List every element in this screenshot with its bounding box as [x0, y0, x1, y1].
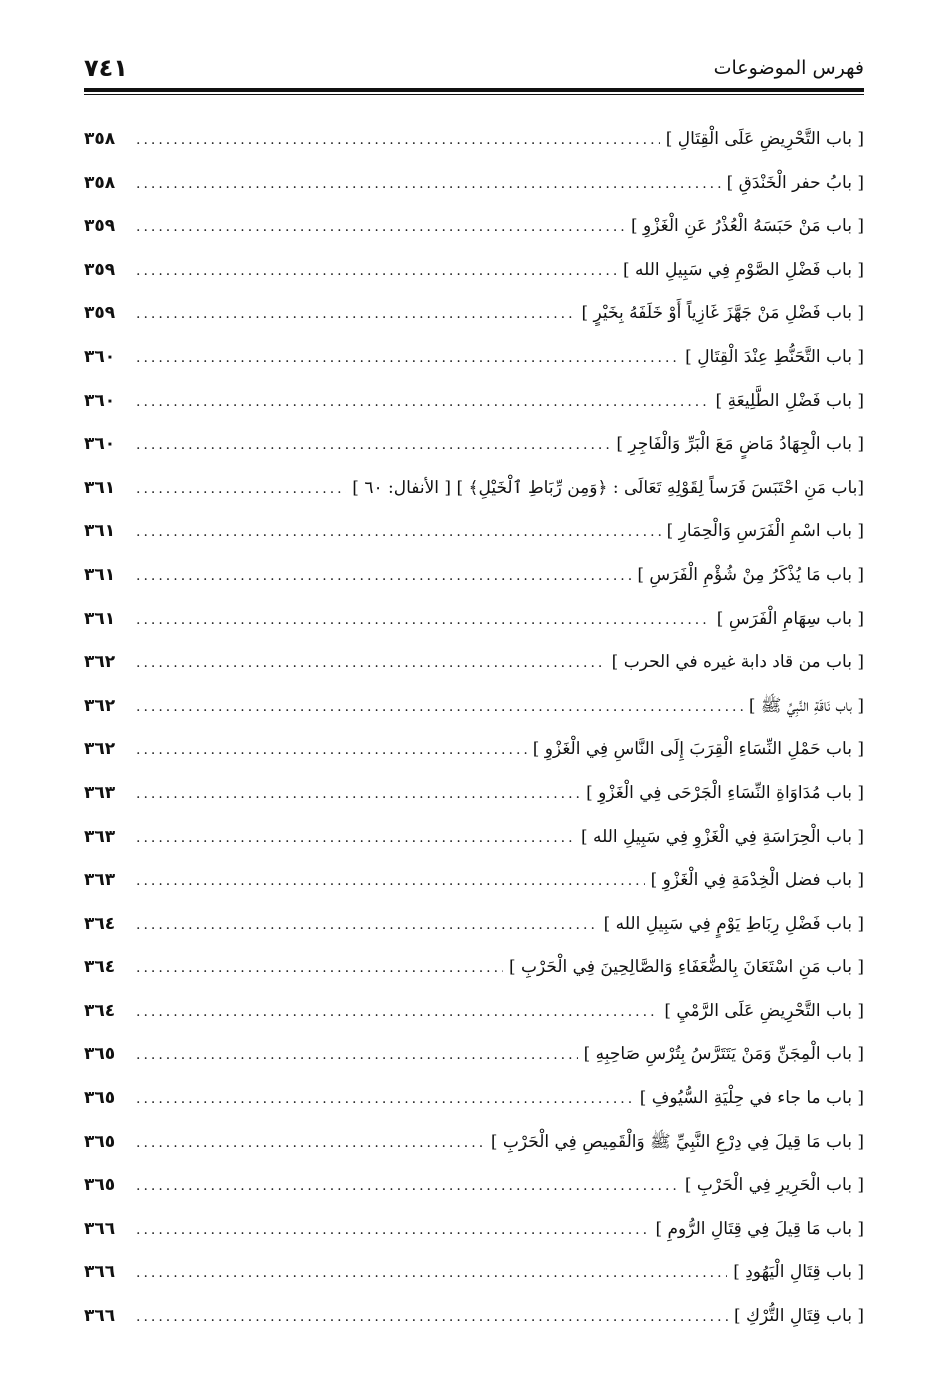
dot-leader — [136, 424, 610, 468]
toc-entry-page: ٣٦١ — [84, 564, 116, 585]
toc-entry-page: ٣٦٣ — [84, 782, 116, 803]
toc-entry — [84, 118, 864, 162]
toc-entry-title: [ باب مَا قِيلَ فِي دِرْعِ النَّبِيِّ ﷺ وَالْقَمِيصِ فِي الْحَرْبِ ] — [490, 1131, 864, 1152]
toc-entry — [84, 249, 864, 293]
toc-entry — [84, 1164, 864, 1208]
toc-entry-title: [ باب قِتَالِ الْيَهُودِ ] — [733, 1262, 864, 1283]
dot-leader — [136, 599, 711, 643]
dot-leader — [136, 511, 661, 555]
toc-entry-page: ٣٥٩ — [84, 216, 116, 237]
toc-entry-page: ٣٦٤ — [84, 957, 116, 978]
toc-entry-title: [ باب نَاقَةِ النَّبِيِّ ﷺ ] — [748, 695, 864, 716]
toc-entry-title: [ باب مَا يُذْكَرُ مِنْ شُؤْمِ الْفَرَسِ ] — [637, 564, 864, 585]
toc-entry — [84, 423, 864, 467]
toc-entry — [84, 1077, 864, 1121]
dot-leader — [136, 773, 580, 817]
toc-entry-page: ٣٦٠ — [84, 390, 116, 411]
toc-entry-title: [ باب التَّحَنُّطِ عِنْدَ الْقِتَالِ ] — [685, 346, 864, 367]
dot-leader — [136, 729, 527, 773]
toc-entry — [84, 946, 864, 990]
toc-entry-title: [ باب التَّحْرِيضِ عَلَى الرَّمْيِ ] — [664, 1000, 864, 1021]
toc-entry — [84, 1208, 864, 1252]
toc-entry-page: ٣٦٢ — [84, 652, 116, 673]
toc-entry-page: ٣٦٥ — [84, 1131, 116, 1152]
toc-entry-title: [ باب التَّحْرِيضِ عَلَى الْقِتَالِ ] — [665, 129, 864, 149]
dot-leader — [136, 860, 645, 904]
toc-entry-title: [ باب اسْمِ الْفَرَسِ وَالْحِمَارِ ] — [666, 521, 864, 542]
dot-leader — [136, 686, 743, 730]
toc-entry — [84, 510, 864, 554]
toc-entry — [84, 903, 864, 947]
toc-entry-page: ٣٦٣ — [84, 870, 116, 891]
dot-leader — [136, 642, 606, 686]
dot-leader — [136, 904, 598, 948]
page-number: ٧٤١ — [84, 54, 128, 82]
toc-entry-title: [ باب فَضْلِ مَنْ جَهَّزَ غَازِياً أَوْ خَلَفَهُ بِخَيْرٍ ] — [581, 303, 864, 324]
toc-entry — [84, 1033, 864, 1077]
toc-entry-page: ٣٦١ — [84, 521, 116, 542]
toc-entry-title: [ باب فضل الْخِدْمَةِ فِي الْغَزْوِ ] — [650, 870, 864, 891]
table-of-contents — [84, 118, 864, 1339]
toc-entry-page: ٣٦٠ — [84, 346, 116, 367]
toc-entry-page: ٣٦١ — [84, 477, 116, 498]
dot-leader — [136, 1252, 727, 1296]
dot-leader — [136, 1296, 728, 1340]
toc-entry — [84, 467, 864, 511]
header-rule — [84, 88, 864, 92]
toc-entry — [84, 1295, 864, 1339]
document-page — [84, 0, 864, 1381]
dot-leader — [136, 468, 346, 512]
toc-entry-page: ٣٦٦ — [84, 1262, 116, 1283]
running-title: فهرس الموضوعات — [713, 57, 864, 79]
toc-entry — [84, 336, 864, 380]
toc-entry-title: [ باب الْحَرِيرِ فِي الْحَرْبِ ] — [684, 1175, 864, 1196]
toc-entry — [84, 816, 864, 860]
dot-leader — [136, 293, 575, 337]
toc-entry — [84, 772, 864, 816]
toc-entry-title: [ بابُ حفر الْخَنْدَقِ ] — [726, 172, 864, 193]
toc-entry-page: ٣٥٨ — [84, 172, 116, 193]
toc-entry-page: ٣٦٥ — [84, 1175, 116, 1196]
toc-entry-page: ٣٦١ — [84, 608, 116, 629]
toc-entry-page: ٣٦٢ — [84, 739, 116, 760]
toc-entry-title: [ باب الْجِهَادُ مَاضٍ مَعَ الْبَرِّ وَالْفَاجِرِ ] — [616, 434, 864, 455]
toc-entry-page: ٣٥٩ — [84, 303, 116, 324]
toc-entry — [84, 1251, 864, 1295]
toc-entry — [84, 1121, 864, 1165]
toc-entry-page: ٣٦٦ — [84, 1306, 116, 1327]
toc-entry-page: ٣٦٦ — [84, 1218, 116, 1239]
dot-leader — [136, 1078, 634, 1122]
dot-leader — [136, 555, 631, 599]
dot-leader — [136, 1034, 578, 1078]
toc-entry-title: [ باب ما جاء في حِلْيَةِ السُّيُوفِ ] — [639, 1088, 864, 1109]
dot-leader — [136, 991, 658, 1035]
toc-entry-title: [ باب حَمْلِ النِّسَاءِ الْقِرَبَ إِلَى النَّاسِ فِي الْغَزْوِ ] — [532, 739, 864, 760]
toc-entry — [84, 859, 864, 903]
toc-entry-title: [ باب مَا قِيلَ فِي قِتَالِ الرُّومِ ] — [655, 1218, 864, 1239]
header-rule-thin — [84, 94, 864, 95]
toc-entry — [84, 685, 864, 729]
toc-entry-page: ٣٦٢ — [84, 695, 116, 716]
toc-entry — [84, 292, 864, 336]
page-header — [84, 50, 864, 86]
toc-entry — [84, 641, 864, 685]
toc-entry-page: ٣٥٨ — [84, 129, 116, 149]
toc-entry-title: [ باب فَضْلِ رِبَاطِ يَوْمٍ فِي سَبِيلِ الله ] — [603, 913, 864, 934]
dot-leader — [136, 947, 503, 991]
toc-entry-title: [ باب الْحِرَاسَةِ فِي الْغَزْوِ فِي سَبِيلِ الله ] — [580, 826, 864, 847]
toc-entry-title: [ باب مُدَاوَاةِ النِّسَاءِ الْجَرْحَى فِي الْغَزْوِ ] — [586, 782, 864, 803]
toc-entry-title: [باب مَنِ احْتَبَسَ فَرَساً لِقَوْلِهِ تَعَالَى : ﴿وَمِن رِّبَاطِ ٱلْخَيْلِ﴾ ] [ الأنفال: ٦٠ ] — [352, 477, 864, 498]
dot-leader — [136, 250, 617, 294]
dot-leader — [136, 1122, 485, 1166]
dot-leader — [136, 206, 625, 250]
toc-entry-title: [ باب مَنْ حَبَسَهُ الْعُذْرُ عَنِ الْغَزْوِ ] — [631, 216, 864, 237]
dot-leader — [136, 337, 679, 381]
toc-entry — [84, 728, 864, 772]
toc-entry-page: ٣٦٣ — [84, 826, 116, 847]
toc-entry-title: [ باب مَنِ اسْتَعَانَ بِالضُّعَفَاءِ وَالصَّالِحِينَ فِي الْحَرْبِ ] — [508, 957, 864, 978]
toc-entry — [84, 162, 864, 206]
toc-entry-title: [ باب الْمِجَنِّ وَمَنْ يَتَتَرَّسُ بِتُرْسِ صَاحِبِهِ ] — [583, 1044, 864, 1065]
toc-entry-page: ٣٦٥ — [84, 1044, 116, 1065]
toc-entry — [84, 554, 864, 598]
dot-leader — [136, 817, 575, 861]
toc-entry-title: [ باب من قاد دابة غيره في الحرب ] — [611, 652, 864, 673]
dot-leader — [136, 1209, 649, 1253]
toc-entry-page: ٣٦٠ — [84, 434, 116, 455]
toc-entry-page: ٣٦٤ — [84, 913, 116, 934]
toc-entry — [84, 205, 864, 249]
toc-entry-title: [ باب سِهَامِ الْفَرَسِ ] — [716, 608, 864, 629]
dot-leader — [136, 119, 660, 163]
dot-leader — [136, 381, 710, 425]
dot-leader — [136, 163, 721, 207]
toc-entry — [84, 990, 864, 1034]
toc-entry — [84, 598, 864, 642]
dot-leader — [136, 1165, 679, 1209]
toc-entry-page: ٣٦٤ — [84, 1000, 116, 1021]
toc-entry-title: [ باب فَضْلِ الصَّوْمِ فِي سَبِيلِ الله ] — [622, 259, 864, 280]
toc-entry-title: [ باب قِتَالِ التُّرْكِ ] — [733, 1306, 864, 1327]
toc-entry-page: ٣٥٩ — [84, 259, 116, 280]
toc-entry-title: [ باب فَضْلِ الطَّلِيعَةِ ] — [715, 390, 864, 411]
toc-entry-page: ٣٦٥ — [84, 1088, 116, 1109]
toc-entry — [84, 380, 864, 424]
